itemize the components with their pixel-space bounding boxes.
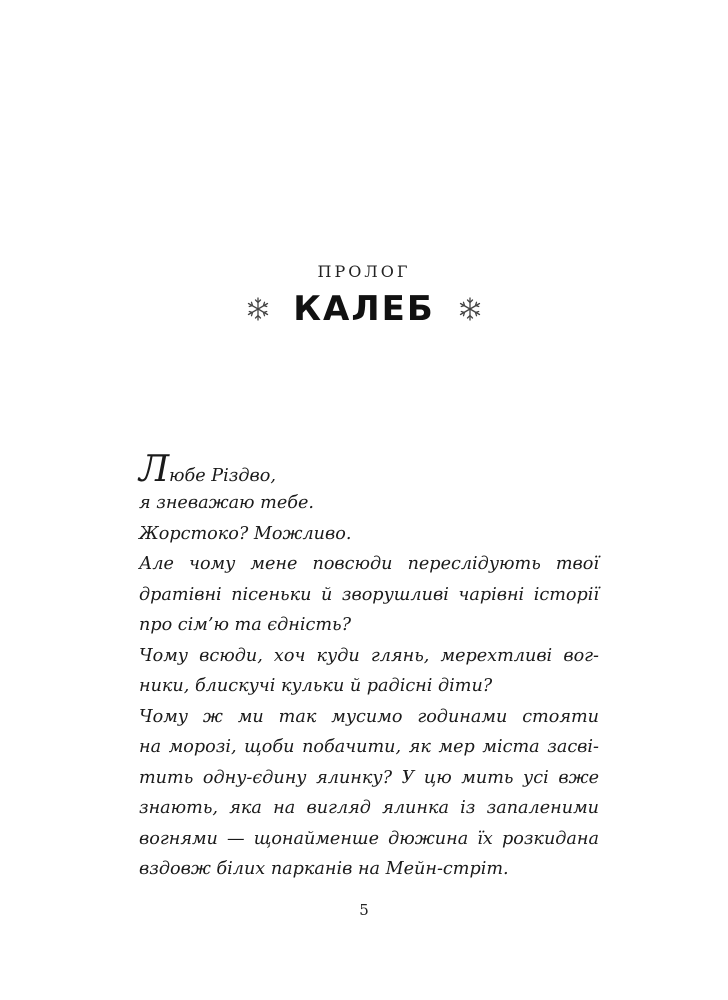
- opening-line-rest: юбе Різдво,: [169, 466, 276, 486]
- text-line: знають, яка на вигляд ялинка із запаленими: [139, 798, 599, 818]
- text-line: тить одну-єдину ялинку? У цю мить усі вже: [139, 767, 599, 788]
- chapter-title: КАЛЕБ: [293, 289, 435, 329]
- prologue-label: ПРОЛОГ: [317, 262, 411, 281]
- text-line: я зневажаю тебе.: [139, 493, 314, 513]
- snowflake-icon: [245, 296, 271, 322]
- text-line: Але чому мене повсюди переслідують твої: [139, 554, 599, 574]
- text-line: дратівні пісеньки й зворушливі чарівні історії: [139, 584, 599, 605]
- opening-line: [139, 449, 599, 490]
- text-line: про сім’ю та єдність?: [139, 615, 352, 635]
- text-line: ники, блискучі кульки й радісні діти?: [139, 676, 493, 696]
- text-line: Жорстоко? Можливо.: [139, 523, 352, 544]
- text-line: Чому ж ми так мусимо годинами стояти: [139, 706, 599, 727]
- snowflake-icon: [457, 296, 483, 322]
- drop-cap: Л: [139, 449, 170, 490]
- text-line: вздовж білих парканів на Мейн-стріт.: [139, 859, 509, 879]
- page-number: 5: [359, 901, 369, 919]
- text-line: Чому всюди, хоч куди глянь, мерехтливі вог-: [139, 645, 599, 666]
- text-line: вогнями — щонайменше дюжина їх розкидана: [139, 828, 599, 849]
- text-line: на морозі, щоби побачити, як мер міста засві-: [139, 737, 599, 757]
- chapter-heading: [0, 289, 728, 329]
- body-text: [139, 449, 599, 885]
